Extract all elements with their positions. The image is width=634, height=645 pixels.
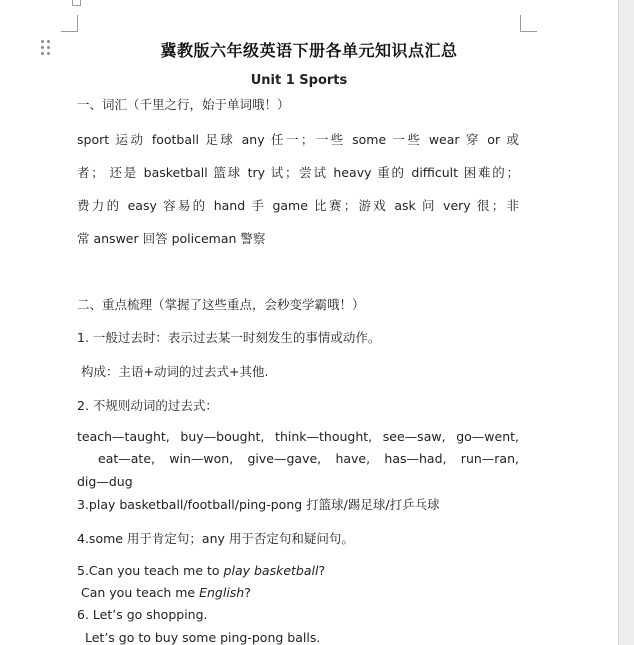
irregular-verbs-line: dig—dug [77,474,133,489]
point-1: 1. 一般过去时：表示过去某一时刻发生的事情或动作。 [77,330,381,345]
margin-corner-top-left [61,15,78,32]
point-5-alt-prefix: Can you teach me [81,585,200,600]
point-5-alt-suffix: ? [244,585,251,600]
point-5-prefix: 5.Can you teach me to [77,563,224,578]
section-heading-vocabulary: 一、词汇（千里之行，始于单词哦！） [77,97,290,112]
vocab-line: 常 answer 回答 policeman 警察 [77,231,266,246]
point-5-suffix: ? [318,563,326,578]
point-4: 4.some 用于肯定句；any 用于否定句和疑问句。 [77,531,354,546]
margin-corner-top-right [520,15,537,32]
point-6-alt: Let’s go to buy some ping-pong balls. [85,630,321,645]
unit-heading: Unit 1 Sports [250,73,348,88]
irregular-verbs-line: eat—ate, win—won, give—gave, have, has—had, run—ran, [98,451,519,466]
vocab-line: 者； 还是 basketball 篮球 try 试；尝试 heavy 重的 difficult 困难的； [77,165,519,180]
section-heading-key-points: 二、重点梳理（掌握了这些重点，会秒变学霸哦！） [77,297,365,312]
irregular-verbs-line: teach—taught, buy—bought, think—thought, see—saw, go—went, [77,429,519,444]
point-5-alt-emphasis: English [199,585,245,600]
point-6: 6. Let’s go shopping. [77,607,208,622]
scroll-gutter[interactable] [619,0,634,645]
point-1-structure: 构成：主语+动词的过去式+其他. [81,364,269,379]
page-top-marker [72,0,81,6]
point-5-alt [81,585,251,601]
document-title: 冀教版六年级英语下册各单元知识点汇总 [160,41,458,60]
vocab-line: sport 运动 football 足球 any 任一；一些 some 一些 wear 穿 or 或 [77,132,519,147]
point-3: 3.play basketball/football/ping-pong 打篮球/踢足球/打乒乓球 [77,497,440,512]
point-2: 2. 不规则动词的过去式： [77,398,218,413]
point-5 [77,563,325,579]
point-5-emphasis: play basketball [223,563,319,578]
vocab-line: 费力的 easy 容易的 hand 手 game 比赛；游戏 ask 问 very 很；非 [77,198,519,213]
